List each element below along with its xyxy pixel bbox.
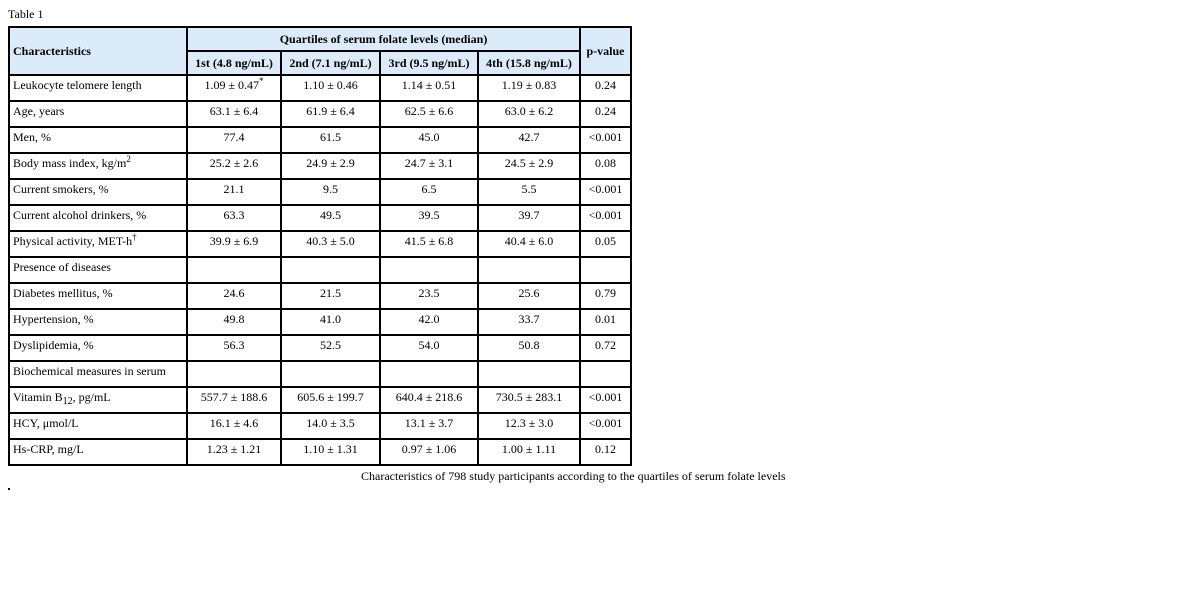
quartile-value: 24.9 ± 2.9 — [306, 156, 355, 170]
p-value-cell — [580, 335, 631, 361]
p-value: <0.001 — [588, 390, 623, 404]
quartile-value: 49.8 — [223, 312, 245, 326]
quartile-4-cell — [478, 309, 580, 335]
quartile-4-cell — [478, 179, 580, 205]
characteristic-cell — [9, 101, 187, 127]
quartile-3-cell — [380, 361, 478, 387]
quartile-4-cell — [478, 257, 580, 283]
quartile-4-cell — [478, 361, 580, 387]
quartile-value: 14.0 ± 3.5 — [306, 416, 355, 430]
quartile-value: 39.7 — [518, 208, 540, 222]
header-quartile-3: 3rd (9.5 ng/mL) — [380, 51, 478, 75]
quartile-value: 61.9 ± 6.4 — [306, 104, 355, 118]
quartile-2-cell — [281, 127, 380, 153]
quartile-2-cell — [281, 179, 380, 205]
label-superscript: † — [132, 232, 137, 242]
header-quartile-1: 1st (4.8 ng/mL) — [187, 51, 281, 75]
characteristic-cell — [9, 127, 187, 153]
quartile-3-cell — [380, 387, 478, 413]
quartile-1-cell — [187, 361, 281, 387]
label-suffix: , pg/mL — [72, 390, 111, 404]
characteristic-label: Hypertension, % — [13, 312, 94, 326]
quartile-value: 640.4 ± 218.6 — [395, 390, 463, 404]
quartile-1-cell — [187, 335, 281, 361]
characteristic-label: Physical activity, MET-h — [13, 234, 133, 248]
characteristic-cell — [9, 179, 187, 205]
quartile-2-cell — [281, 361, 380, 387]
p-value: <0.001 — [588, 208, 623, 222]
characteristic-label: Diabetes mellitus, % — [13, 286, 113, 300]
quartile-4-cell — [478, 283, 580, 309]
quartile-value: 77.4 — [223, 130, 245, 144]
quartile-4-cell — [478, 205, 580, 231]
p-value-cell — [580, 101, 631, 127]
characteristic-cell — [9, 361, 187, 387]
quartile-3-cell — [380, 439, 478, 465]
table-row — [9, 257, 631, 283]
characteristic-label: Current smokers, % — [13, 182, 109, 196]
p-value: 0.01 — [595, 312, 616, 326]
characteristic-cell — [9, 309, 187, 335]
quartile-4-cell — [478, 439, 580, 465]
header-quartile-2: 2nd (7.1 ng/mL) — [281, 51, 380, 75]
quartile-value: 40.4 ± 6.0 — [504, 234, 554, 248]
quartile-2-cell — [281, 153, 380, 179]
quartile-2-cell — [281, 257, 380, 283]
p-value-cell — [580, 309, 631, 335]
quartile-value: 24.5 ± 2.9 — [504, 156, 554, 170]
header-quartile-4: 4th (15.8 ng/mL) — [478, 51, 580, 75]
quartile-1-cell — [187, 309, 281, 335]
quartile-value: 16.1 ± 4.6 — [209, 416, 259, 430]
table-row — [9, 439, 631, 465]
quartile-3-cell — [380, 335, 478, 361]
quartile-2-cell — [281, 283, 380, 309]
quartile-value: 52.5 — [320, 338, 341, 352]
stray-dot-mark — [8, 488, 10, 490]
quartile-4-cell — [478, 387, 580, 413]
p-value: <0.001 — [588, 130, 623, 144]
quartile-1-cell — [187, 75, 281, 101]
quartile-2-cell — [281, 387, 380, 413]
characteristic-cell — [9, 257, 187, 283]
quartile-3-cell — [380, 75, 478, 101]
table-row — [9, 387, 631, 413]
quartile-value: 1.09 ± 0.47 — [204, 78, 260, 92]
quartile-2-cell — [281, 101, 380, 127]
p-value-cell — [580, 75, 631, 101]
table-row — [9, 309, 631, 335]
p-value-cell — [580, 153, 631, 179]
quartile-3-cell — [380, 127, 478, 153]
table-caption: Characteristics of 798 study participants according to the quartiles of serum folate levels — [361, 469, 786, 483]
quartile-value: 42.7 — [518, 130, 540, 144]
quartile-value: 13.1 ± 3.7 — [404, 416, 454, 430]
header-row-top — [9, 27, 631, 51]
quartile-value: 25.2 ± 2.6 — [209, 156, 259, 170]
characteristic-cell — [9, 205, 187, 231]
quartile-value: 41.0 — [320, 312, 341, 326]
table-label: Table 1 — [8, 7, 44, 21]
p-value: 0.05 — [595, 234, 616, 248]
table-row — [9, 179, 631, 205]
characteristic-label: Hs-CRP, mg/L — [13, 442, 84, 456]
quartile-value: 6.5 — [421, 182, 437, 196]
quartile-2-cell — [281, 231, 380, 257]
p-value: 0.12 — [595, 442, 616, 456]
quartile-value: 63.0 ± 6.2 — [504, 104, 554, 118]
quartile-value: 0.97 ± 1.06 — [401, 442, 457, 456]
characteristic-cell — [9, 283, 187, 309]
table-row — [9, 205, 631, 231]
p-value-cell — [580, 439, 631, 465]
quartile-value: 63.1 ± 6.4 — [209, 104, 259, 118]
characteristic-label: Current alcohol drinkers, % — [13, 208, 147, 222]
quartile-1-cell — [187, 231, 281, 257]
characteristic-label: Dyslipidemia, % — [13, 338, 94, 352]
quartile-value: 42.0 — [418, 312, 440, 326]
quartile-value: 21.1 — [223, 182, 245, 196]
quartile-4-cell — [478, 413, 580, 439]
characteristic-cell — [9, 439, 187, 465]
quartile-value: 62.5 ± 6.6 — [404, 104, 454, 118]
quartile-4-cell — [478, 75, 580, 101]
quartile-value: 21.5 — [320, 286, 341, 300]
characteristic-label: Vitamin B — [13, 390, 63, 404]
table-row — [9, 361, 631, 387]
characteristic-label: Leukocyte telomere length — [13, 78, 142, 92]
quartile-1-cell — [187, 179, 281, 205]
quartile-value: 24.7 ± 3.1 — [404, 156, 454, 170]
p-value-cell — [580, 361, 631, 387]
quartile-value: 40.3 ± 5.0 — [306, 234, 355, 248]
quartile-value: 50.8 — [518, 338, 540, 352]
quartile-2-cell — [281, 205, 380, 231]
quartile-value: 1.19 ± 0.83 — [501, 78, 557, 92]
quartile-1-cell — [187, 387, 281, 413]
quartile-3-cell — [380, 231, 478, 257]
quartile-value: 605.6 ± 199.7 — [297, 390, 364, 404]
quartile-value: 33.7 — [518, 312, 540, 326]
table-row — [9, 101, 631, 127]
quartile-1-cell — [187, 205, 281, 231]
p-value: 0.79 — [595, 286, 616, 300]
quartile-1-cell — [187, 257, 281, 283]
quartile-3-cell — [380, 153, 478, 179]
p-value: <0.001 — [588, 416, 623, 430]
quartile-value: 23.5 — [418, 286, 440, 300]
quartile-value: 45.0 — [418, 130, 440, 144]
quartile-3-cell — [380, 179, 478, 205]
quartile-3-cell — [380, 309, 478, 335]
header-quartiles-group: Quartiles of serum folate levels (median) — [187, 27, 580, 51]
p-value-cell — [580, 127, 631, 153]
p-value: 0.24 — [595, 78, 616, 92]
quartile-3-cell — [380, 101, 478, 127]
characteristic-cell — [9, 153, 187, 179]
p-value-cell — [580, 387, 631, 413]
quartile-value: 25.6 — [518, 286, 540, 300]
quartile-value: 41.5 ± 6.8 — [404, 234, 454, 248]
table-row — [9, 153, 631, 179]
quartile-1-cell — [187, 101, 281, 127]
quartile-value: 39.5 — [418, 208, 440, 222]
table-row — [9, 231, 631, 257]
quartile-3-cell — [380, 413, 478, 439]
quartile-value: 5.5 — [521, 182, 537, 196]
quartile-4-cell — [478, 335, 580, 361]
p-value-cell — [580, 283, 631, 309]
quartile-value: 730.5 ± 283.1 — [495, 390, 563, 404]
characteristic-cell — [9, 335, 187, 361]
characteristic-label: Body mass index, kg/m — [13, 156, 127, 170]
quartile-value: 49.5 — [320, 208, 341, 222]
quartile-2-cell — [281, 75, 380, 101]
label-subscript: 12 — [62, 396, 73, 407]
characteristic-cell — [9, 413, 187, 439]
p-value: 0.08 — [595, 156, 616, 170]
quartile-value: 54.0 — [418, 338, 440, 352]
characteristic-label: Age, years — [13, 104, 65, 118]
label-superscript: 2 — [126, 154, 131, 164]
quartile-1-cell — [187, 127, 281, 153]
p-value-cell — [580, 231, 631, 257]
quartile-value: 24.6 — [223, 286, 245, 300]
quartile-value: 1.10 ± 1.31 — [303, 442, 358, 456]
quartile-1-cell — [187, 413, 281, 439]
characteristic-cell — [9, 231, 187, 257]
characteristic-label: Presence of diseases — [13, 260, 111, 274]
quartile-value: 39.9 ± 6.9 — [209, 234, 259, 248]
quartile-value: 9.5 — [323, 182, 338, 196]
characteristics-table — [8, 26, 632, 466]
p-value-cell — [580, 179, 631, 205]
table-row — [9, 413, 631, 439]
header-characteristics: Characteristics — [9, 27, 187, 75]
table-row — [9, 127, 631, 153]
characteristic-cell — [9, 387, 187, 413]
characteristic-label: HCY, μmol/L — [13, 416, 79, 430]
table-body — [9, 75, 631, 465]
p-value-cell — [580, 205, 631, 231]
quartile-1-cell — [187, 153, 281, 179]
quartile-4-cell — [478, 231, 580, 257]
p-value-cell — [580, 257, 631, 283]
quartile-value: 1.10 ± 0.46 — [303, 78, 358, 92]
quartile-4-cell — [478, 127, 580, 153]
p-value-cell — [580, 413, 631, 439]
quartile-value: 61.5 — [320, 130, 341, 144]
quartile-3-cell — [380, 283, 478, 309]
quartile-3-cell — [380, 205, 478, 231]
quartile-value: 63.3 — [223, 208, 245, 222]
table-row — [9, 283, 631, 309]
header-p-value: p-value — [580, 27, 631, 75]
characteristic-label: Biochemical measures in serum — [13, 364, 166, 378]
quartile-2-cell — [281, 439, 380, 465]
quartile-2-cell — [281, 309, 380, 335]
characteristic-label: Men, % — [13, 130, 51, 144]
quartile-value: 557.7 ± 188.6 — [200, 390, 268, 404]
quartile-value: 56.3 — [223, 338, 245, 352]
quartile-4-cell — [478, 101, 580, 127]
quartile-value: 1.23 ± 1.21 — [206, 442, 262, 456]
value-footnote-marker: * — [259, 76, 264, 86]
quartile-value: 12.3 ± 3.0 — [504, 416, 554, 430]
table-row — [9, 335, 631, 361]
quartile-2-cell — [281, 413, 380, 439]
p-value: 0.24 — [595, 104, 616, 118]
characteristic-cell — [9, 75, 187, 101]
quartile-3-cell — [380, 257, 478, 283]
quartile-1-cell — [187, 439, 281, 465]
quartile-value: 1.00 ± 1.11 — [501, 442, 557, 456]
quartile-1-cell — [187, 283, 281, 309]
p-value: <0.001 — [588, 182, 623, 196]
quartile-value: 1.14 ± 0.51 — [401, 78, 457, 92]
p-value: 0.72 — [595, 338, 616, 352]
table-row — [9, 75, 631, 101]
quartile-4-cell — [478, 153, 580, 179]
quartile-2-cell — [281, 335, 380, 361]
table-header — [9, 27, 631, 75]
